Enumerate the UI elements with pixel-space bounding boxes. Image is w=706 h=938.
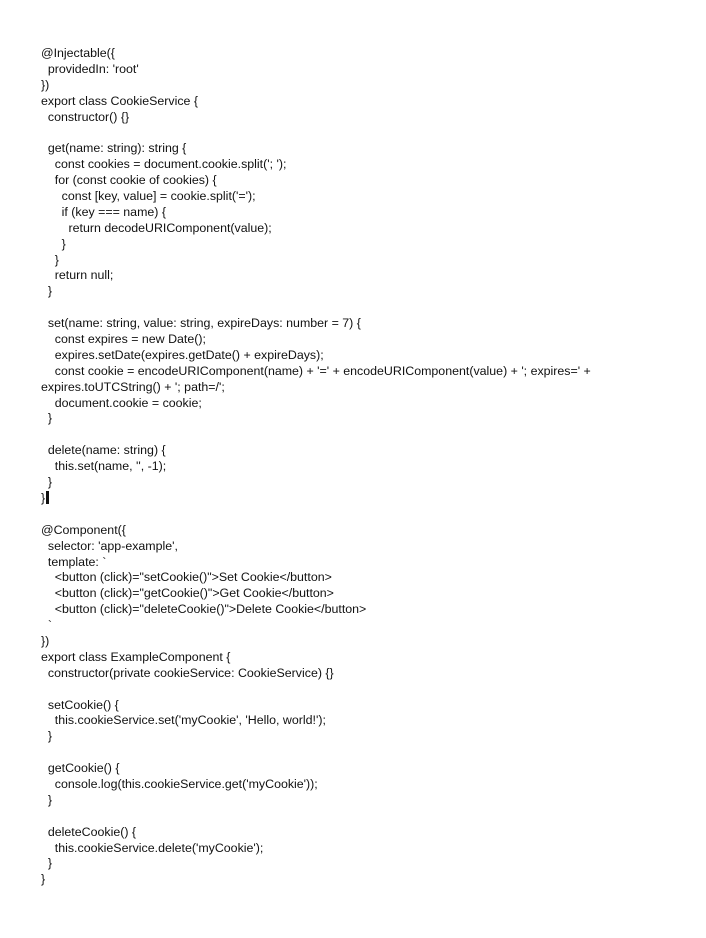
- code-line[interactable]: [41, 316, 681, 332]
- code-line[interactable]: [41, 332, 681, 348]
- code-line[interactable]: [41, 523, 681, 539]
- code-line[interactable]: [41, 205, 681, 221]
- code-line[interactable]: [41, 491, 681, 507]
- code-line-text: }: [41, 411, 53, 426]
- code-line[interactable]: [41, 221, 681, 237]
- code-line-text: }: [41, 872, 46, 887]
- code-line[interactable]: [41, 682, 681, 698]
- code-line-text: return null;: [41, 268, 114, 283]
- code-line-text: @Component({: [41, 522, 126, 537]
- code-line-text: const [key, value] = cookie.split('=');: [41, 189, 256, 204]
- code-line[interactable]: [41, 602, 681, 618]
- code-line[interactable]: [41, 364, 681, 380]
- code-line[interactable]: [41, 618, 681, 634]
- code-line[interactable]: [41, 443, 681, 459]
- text-cursor: [46, 491, 49, 504]
- code-line-text: const expires = new Date();: [41, 332, 206, 347]
- code-line-text: `: [41, 618, 53, 633]
- code-line-text: getCookie() {: [41, 761, 120, 776]
- code-line-text: }: [41, 236, 66, 251]
- code-line[interactable]: [41, 555, 681, 571]
- code-line-text: <button (click)="deleteCookie()">Delete Cookie</button>: [41, 602, 367, 617]
- code-line-text: }: [41, 252, 59, 267]
- code-line-text: if (key === name) {: [41, 204, 166, 219]
- code-line-text: set(name: string, value: string, expireDays: number = 7) {: [41, 316, 361, 331]
- code-line[interactable]: [41, 62, 681, 78]
- code-line-text: template: `: [41, 554, 107, 569]
- code-line-text: expires.setDate(expires.getDate() + expireDays);: [41, 347, 324, 362]
- code-line[interactable]: [41, 46, 681, 62]
- code-line-text: expires.toUTCString() + '; path=/';: [41, 379, 225, 394]
- code-line[interactable]: [41, 141, 681, 157]
- code-line[interactable]: [41, 94, 681, 110]
- code-line[interactable]: [41, 300, 681, 316]
- code-line[interactable]: [41, 380, 681, 396]
- code-line-text: constructor(private cookieService: CookieService) {}: [41, 665, 334, 680]
- code-line[interactable]: [41, 713, 681, 729]
- code-line-text: <button (click)="getCookie()">Get Cookie</button>: [41, 586, 334, 601]
- code-line-text: get(name: string): string {: [41, 141, 187, 156]
- code-line[interactable]: [41, 698, 681, 714]
- code-line[interactable]: [41, 427, 681, 443]
- code-line-text: }: [41, 284, 53, 299]
- code-line[interactable]: [41, 809, 681, 825]
- code-line-text: }: [41, 490, 46, 505]
- code-line-text: }: [41, 856, 53, 871]
- code-line[interactable]: [41, 348, 681, 364]
- code-line[interactable]: [41, 761, 681, 777]
- code-line-text: deleteCookie() {: [41, 824, 137, 839]
- code-line[interactable]: [41, 110, 681, 126]
- code-line-text: @Injectable({: [41, 46, 115, 60]
- code-line[interactable]: [41, 539, 681, 555]
- code-line-text: }): [41, 633, 50, 648]
- code-line[interactable]: [41, 475, 681, 491]
- code-line-text: this.cookieService.set('myCookie', 'Hello, world!');: [41, 713, 326, 728]
- code-line-text: document.cookie = cookie;: [41, 395, 202, 410]
- code-line-text: console.log(this.cookieService.get('myCookie'));: [41, 776, 318, 791]
- code-line-text: for (const cookie of cookies) {: [41, 173, 217, 188]
- code-line[interactable]: [41, 777, 681, 793]
- code-line[interactable]: [41, 268, 681, 284]
- code-line-text: this.cookieService.delete('myCookie');: [41, 840, 264, 855]
- code-line-text: }: [41, 792, 53, 807]
- code-line[interactable]: [41, 586, 681, 602]
- code-line-text: setCookie() {: [41, 697, 119, 712]
- code-line[interactable]: [41, 125, 681, 141]
- code-line-text: }: [41, 729, 53, 744]
- code-line[interactable]: [41, 650, 681, 666]
- code-line-text: selector: 'app-example',: [41, 538, 178, 553]
- code-line-text: const cookie = encodeURIComponent(name) + '=' + encodeURIComponent(value) + '; expires=' +: [41, 363, 591, 378]
- code-line-text: this.set(name, '', -1);: [41, 459, 167, 474]
- code-line[interactable]: [41, 237, 681, 253]
- code-line-text: const cookies = document.cookie.split('; ');: [41, 157, 287, 172]
- code-document[interactable]: [41, 46, 681, 888]
- code-line[interactable]: [41, 872, 681, 888]
- code-line[interactable]: [41, 634, 681, 650]
- code-line-text: providedIn: 'root': [41, 61, 139, 76]
- code-line-text: }: [41, 475, 53, 490]
- code-line[interactable]: [41, 570, 681, 586]
- code-line-text: export class ExampleComponent {: [41, 649, 231, 664]
- code-line[interactable]: [41, 253, 681, 269]
- code-line[interactable]: [41, 825, 681, 841]
- code-line[interactable]: [41, 459, 681, 475]
- code-line[interactable]: [41, 856, 681, 872]
- code-line[interactable]: [41, 189, 681, 205]
- code-line[interactable]: [41, 507, 681, 523]
- code-line-text: return decodeURIComponent(value);: [41, 220, 272, 235]
- code-line[interactable]: [41, 793, 681, 809]
- code-line[interactable]: [41, 745, 681, 761]
- code-line[interactable]: [41, 411, 681, 427]
- code-line[interactable]: [41, 284, 681, 300]
- code-line-text: constructor() {}: [41, 109, 130, 124]
- code-line-text: delete(name: string) {: [41, 443, 166, 458]
- code-line[interactable]: [41, 396, 681, 412]
- code-line[interactable]: [41, 78, 681, 94]
- code-line[interactable]: [41, 173, 681, 189]
- code-line[interactable]: [41, 157, 681, 173]
- code-line-text: <button (click)="setCookie()">Set Cookie</button>: [41, 570, 332, 585]
- code-line[interactable]: [41, 729, 681, 745]
- code-line-text: export class CookieService {: [41, 93, 199, 108]
- code-line[interactable]: [41, 841, 681, 857]
- code-line[interactable]: [41, 666, 681, 682]
- code-line-text: }): [41, 77, 50, 92]
